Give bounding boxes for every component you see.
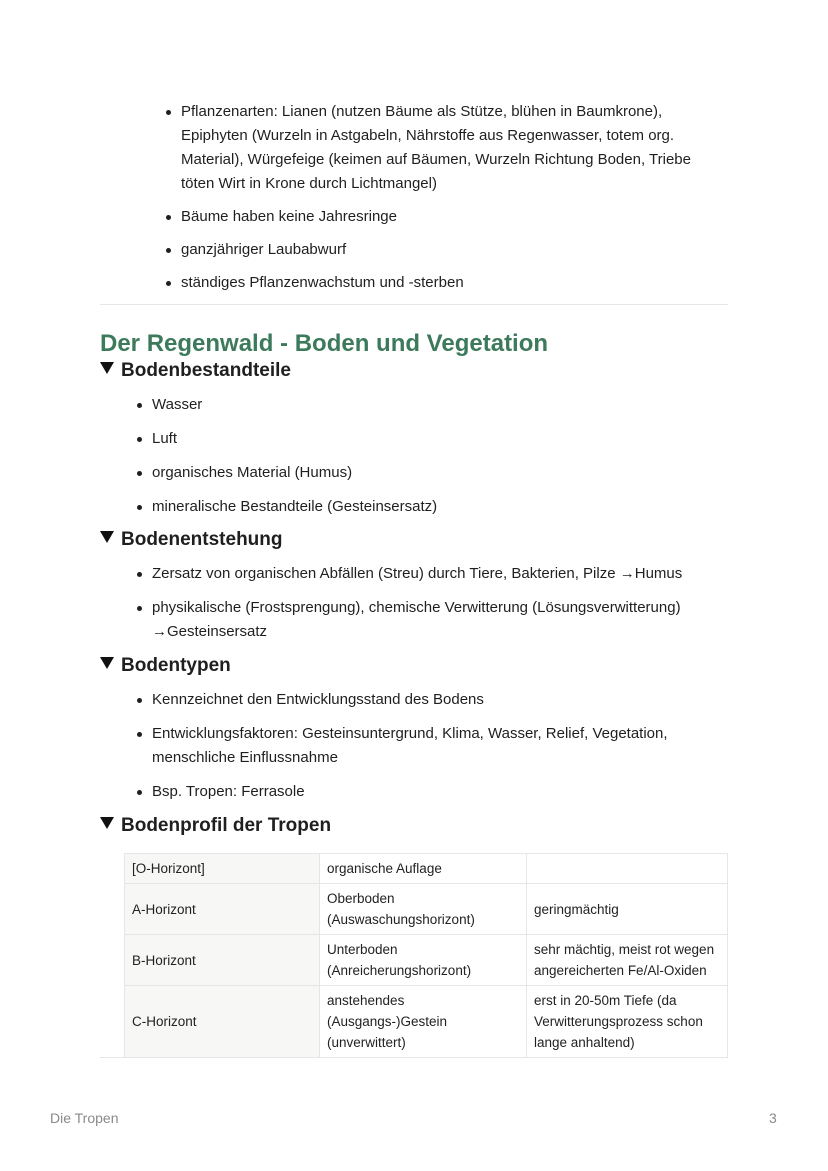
list-item: Entwicklungsfaktoren: Gesteinsuntergrund, Klima, Wasser, Relief, Vegetation, menschliche Einflussnahme xyxy=(152,722,727,770)
triangle-down-icon xyxy=(100,817,114,829)
bodenbestandteile-list xyxy=(152,393,727,529)
soil-profile-table xyxy=(124,853,728,1058)
section-title: Bodenentstehung xyxy=(121,529,283,550)
section-title: Bodentypen xyxy=(121,655,231,676)
list-item: ganzjähriger Laubabwurf xyxy=(181,238,726,262)
section-title: Bodenbestandteile xyxy=(121,360,291,381)
table-cell: anstehendes (Ausgangs-)Gestein (unverwittert) xyxy=(320,986,527,1058)
triangle-down-icon xyxy=(100,657,114,669)
triangle-down-icon xyxy=(100,531,114,543)
bodentypen-list xyxy=(152,688,727,814)
table-cell: Unterboden (Anreicherungshorizont) xyxy=(320,935,527,986)
list-item: ständiges Pflanzenwachstum und -sterben xyxy=(181,271,726,295)
toggle-bodentypen[interactable] xyxy=(100,653,231,679)
list-item: Bäume haben keine Jahresringe xyxy=(181,205,726,229)
vegetation-list xyxy=(181,100,726,304)
table-cell: C-Horizont xyxy=(125,986,320,1058)
table-cell: [O-Horizont] xyxy=(125,854,320,884)
bodenentstehung-list xyxy=(152,562,727,654)
divider xyxy=(100,304,728,305)
toggle-bodenentstehung[interactable] xyxy=(100,527,283,553)
table-cell: sehr mächtig, meist rot wegen angereicherten Fe/Al-Oxiden xyxy=(527,935,728,986)
table-row xyxy=(125,986,728,1058)
list-item: organisches Material (Humus) xyxy=(152,461,727,485)
list-item: Kennzeichnet den Entwicklungsstand des Bodens xyxy=(152,688,727,712)
list-item: physikalische (Frostsprengung), chemische Verwitterung (Lösungsverwitterung) →Gesteinsersatz xyxy=(152,596,727,644)
section-title: Bodenprofil der Tropen xyxy=(121,815,332,836)
table-row xyxy=(125,854,728,884)
table-cell: B-Horizont xyxy=(125,935,320,986)
list-item: Luft xyxy=(152,427,727,451)
table-cell xyxy=(527,854,728,884)
page-heading: Der Regenwald - Boden und Vegetation xyxy=(100,330,549,357)
toggle-bodenbestandteile[interactable] xyxy=(100,358,291,384)
table-cell: erst in 20-50m Tiefe (da Verwitterungsprozess schon lange anhaltend) xyxy=(527,986,728,1058)
list-item: Pflanzenarten: Lianen (nutzen Bäume als Stütze, blühen in Baumkrone), Epiphyten (Wurzeln in Astgabeln, Nährstoffe aus Regenwasser, totem org. Material), Würgefeige (keimen auf Bäumen, Wurzeln Richtung Boden, Triebe töten Wirt in Krone durch Lichtmangel) xyxy=(181,100,726,196)
list-item: Zersatz von organischen Abfällen (Streu) durch Tiere, Bakterien, Pilze →Humus xyxy=(152,562,727,586)
table-row xyxy=(125,884,728,935)
page-number: 3 xyxy=(769,1110,777,1126)
list-item: mineralische Bestandteile (Gesteinsersatz) xyxy=(152,495,727,519)
list-item: Wasser xyxy=(152,393,727,417)
table-cell: A-Horizont xyxy=(125,884,320,935)
divider xyxy=(100,1057,728,1058)
table-cell: geringmächtig xyxy=(527,884,728,935)
footer-title: Die Tropen xyxy=(50,1110,119,1126)
table-cell: Oberboden (Auswaschungshorizont) xyxy=(320,884,527,935)
toggle-bodenprofil[interactable] xyxy=(100,813,331,839)
table-row xyxy=(125,935,728,986)
triangle-down-icon xyxy=(100,362,114,374)
list-item: Bsp. Tropen: Ferrasole xyxy=(152,780,727,804)
table-cell: organische Auflage xyxy=(320,854,527,884)
